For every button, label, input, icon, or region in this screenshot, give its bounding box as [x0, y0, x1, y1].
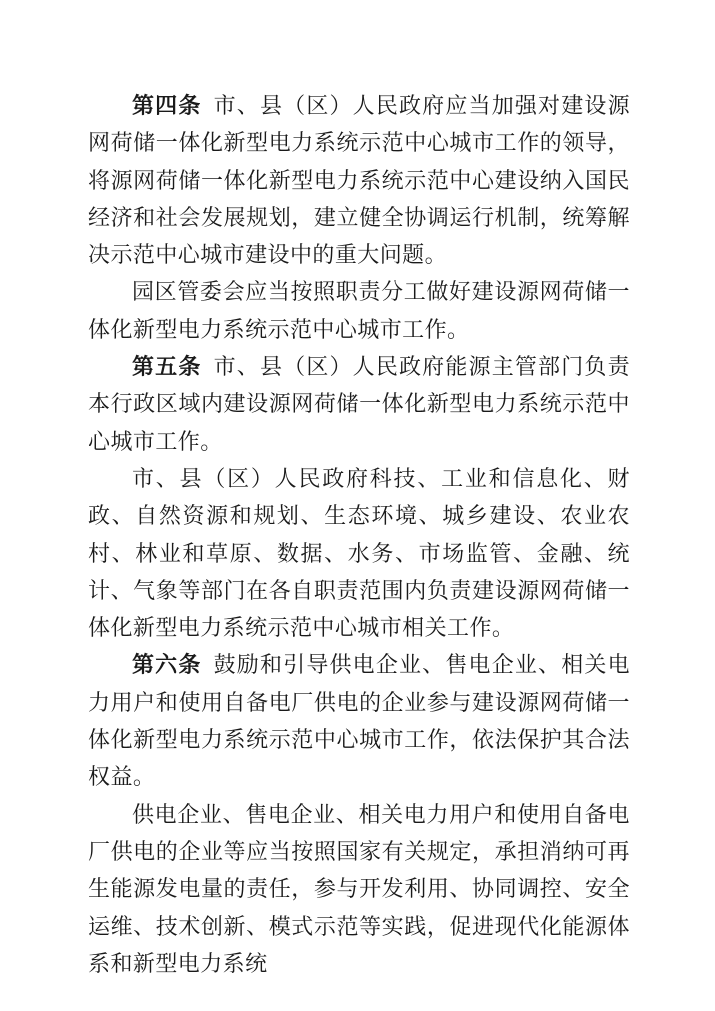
paragraph-text: 供电企业、售电企业、相关电力用户和使用自备电厂供电的企业等应当按照国家有关规定，承担消纳可再生能源发电量的责任，参与开发利用、协同调控、安全运维、技术创新、模式示范等实践，促进现代化能源体系和新型电力系统: [88, 801, 630, 976]
paragraph: [88, 348, 630, 460]
article-number-label: 第四条: [132, 93, 202, 118]
paragraph-text: 市、县（区）人民政府能源主管部门负责本行政区域内建设源网荷储一体化新型电力系统示范中心城市工作。: [88, 354, 631, 454]
article-number-label: 第六条: [132, 652, 202, 678]
paragraph: [88, 460, 630, 646]
article-number-label: 第五条: [132, 354, 202, 380]
paragraph: [88, 646, 630, 795]
paragraph: [88, 87, 630, 273]
document-body: [88, 87, 630, 982]
paragraph: [88, 796, 630, 982]
paragraph: [88, 273, 630, 348]
paragraph-text: 市、县（区）人民政府应当加强对建设源网荷储一体化新型电力系统示范中心城市工作的领导，将源网荷储一体化新型电力系统示范中心建设纳入国民经济和社会发展规划，建立健全协调运行机制，统筹解决示范中心城市建设中的重大问题。: [88, 93, 631, 268]
paragraph-text: 鼓励和引导供电企业、售电企业、相关电力用户和使用自备电厂供电的企业参与建设源网荷储一体化新型电力系统示范中心城市工作，依法保护其合法权益。: [88, 652, 631, 790]
paragraph-text: 园区管委会应当按照职责分工做好建设源网荷储一体化新型电力系统示范中心城市工作。: [88, 279, 630, 342]
paragraph-text: 市、县（区）人民政府科技、工业和信息化、财政、自然资源和规划、生态环境、城乡建设、农业农村、林业和草原、数据、水务、市场监管、金融、统计、气象等部门在各自职责范围内负责建设源网荷储一体化新型电力系统示范中心城市相关工作。: [88, 465, 630, 641]
